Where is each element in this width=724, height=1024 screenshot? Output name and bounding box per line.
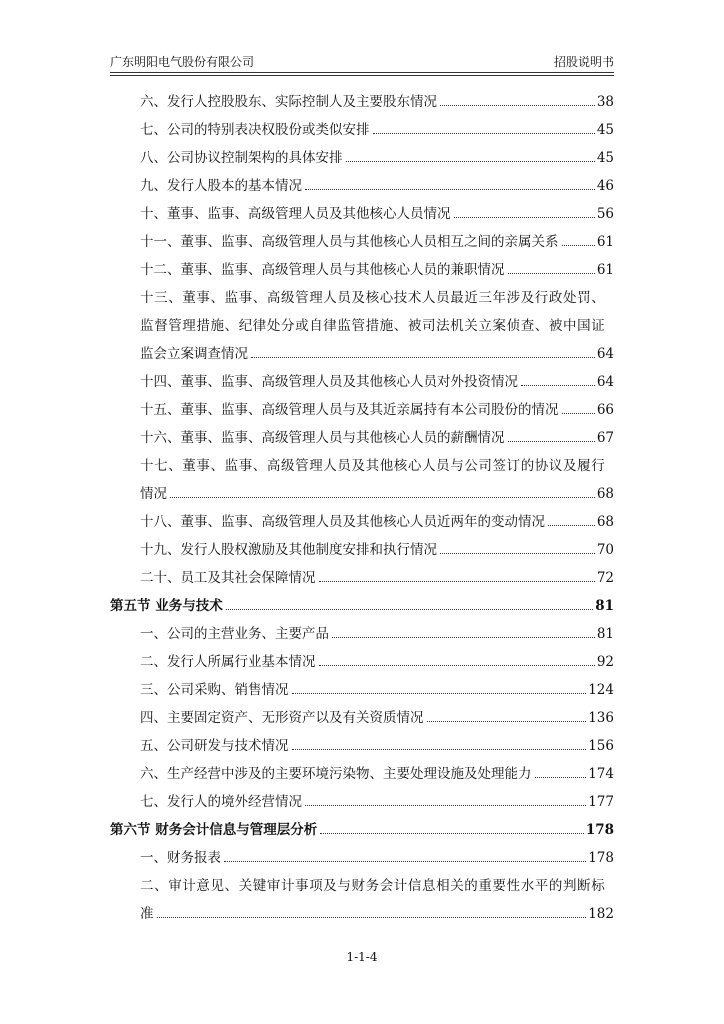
toc-entry[interactable]: [110, 614, 614, 642]
toc-leader-dots: [548, 525, 595, 526]
toc-leader-dots: [508, 273, 595, 274]
toc-entry[interactable]: [110, 306, 614, 334]
toc-section-entry[interactable]: [110, 810, 614, 838]
toc-entry-page: 45: [596, 122, 614, 138]
toc-entry-page: 81: [595, 598, 614, 614]
toc-entry-page: 46: [596, 178, 614, 194]
header-document-title: 招股说明书: [553, 55, 614, 69]
toc-entry-title: 十九、发行人股权激励及其他制度安排和执行情况: [140, 542, 437, 558]
toc-entry-title: 一、公司的主营业务、主要产品: [140, 626, 329, 642]
toc-entry-title: 二、审计意见、关键审计事项及与财务会计信息相关的重要性水平的判断标: [140, 878, 606, 894]
toc-entry-title: 六、发行人控股股东、实际控制人及主要股东情况: [140, 94, 437, 110]
table-of-contents: [110, 82, 614, 922]
toc-entry-title: 十三、董事、监事、高级管理人员及核心技术人员最近三年涉及行政处罚、: [140, 290, 606, 306]
toc-entry-title: 七、发行人的境外经营情况: [140, 794, 302, 810]
toc-leader-dots: [535, 777, 587, 778]
toc-entry[interactable]: [110, 250, 614, 278]
toc-entry[interactable]: [110, 726, 614, 754]
toc-leader-dots: [224, 861, 586, 862]
toc-entry-page: 61: [596, 262, 614, 278]
toc-entry-title: 九、发行人股本的基本情况: [140, 178, 302, 194]
toc-entry[interactable]: [110, 362, 614, 390]
toc-leader-dots: [157, 917, 587, 918]
toc-entry-page: 178: [585, 822, 614, 838]
toc-entry[interactable]: [110, 446, 614, 474]
toc-entry-page: 61: [596, 234, 614, 250]
toc-entry[interactable]: [110, 698, 614, 726]
toc-entry-title: 四、主要固定资产、无形资产以及有关资质情况: [140, 710, 424, 726]
toc-entry-page: 64: [596, 374, 614, 390]
toc-entry-title: 十五、董事、监事、高级管理人员与及其近亲属持有本公司股份的情况: [140, 402, 559, 418]
toc-entry-title: 十四、董事、监事、高级管理人员及其他核心人员对外投资情况: [140, 374, 518, 390]
toc-entry-title: 二、发行人所属行业基本情况: [140, 654, 316, 670]
toc-entry-page: 66: [596, 402, 614, 418]
toc-entry[interactable]: [110, 558, 614, 586]
toc-entry-page: 72: [596, 570, 614, 586]
toc-entry[interactable]: [110, 222, 614, 250]
toc-entry[interactable]: [110, 474, 614, 502]
toc-leader-dots: [346, 161, 595, 162]
toc-entry-page: 177: [588, 794, 614, 810]
toc-entry-page: 124: [588, 682, 614, 698]
toc-entry[interactable]: [110, 530, 614, 558]
toc-entry-title: 十二、董事、监事、高级管理人员与其他核心人员的兼职情况: [140, 262, 505, 278]
toc-entry-page: 156: [588, 738, 614, 754]
toc-entry[interactable]: [110, 390, 614, 418]
toc-entry-page: 64: [596, 346, 614, 362]
toc-entry-title: 十六、董事、监事、高级管理人员与其他核心人员的薪酬情况: [140, 430, 505, 446]
toc-leader-dots: [319, 581, 595, 582]
toc-entry[interactable]: [110, 278, 614, 306]
toc-entry-page: 38: [596, 94, 614, 110]
toc-entry-page: 67: [596, 430, 614, 446]
toc-entry[interactable]: [110, 502, 614, 530]
toc-leader-dots: [562, 245, 595, 246]
toc-entry-title: 十八、董事、监事、高级管理人员及其他核心人员近两年的变动情况: [140, 514, 545, 530]
toc-leader-dots: [305, 189, 595, 190]
toc-entry-title: 三、公司采购、销售情况: [140, 682, 289, 698]
toc-entry-title: 准: [140, 906, 154, 922]
toc-entry-page: 136: [588, 710, 614, 726]
toc-entry[interactable]: [110, 334, 614, 362]
toc-leader-dots: [440, 105, 595, 106]
toc-entry[interactable]: [110, 838, 614, 866]
toc-leader-dots: [226, 609, 594, 610]
toc-entry-title: 六、生产经营中涉及的主要环境污染物、主要处理设施及处理能力: [140, 766, 532, 782]
page-header: [110, 50, 614, 73]
toc-entry[interactable]: [110, 418, 614, 446]
toc-leader-dots: [521, 385, 595, 386]
toc-entry-page: 68: [596, 486, 614, 502]
toc-entry-page: 56: [596, 206, 614, 222]
page-footer: [0, 950, 724, 964]
toc-leader-dots: [332, 637, 595, 638]
toc-leader-dots: [508, 441, 595, 442]
toc-entry[interactable]: [110, 194, 614, 222]
toc-entry-title: 第五节 业务与技术: [110, 598, 223, 614]
toc-leader-dots: [440, 553, 595, 554]
toc-entry-title: 五、公司研发与技术情况: [140, 738, 289, 754]
toc-leader-dots: [454, 217, 595, 218]
toc-leader-dots: [319, 665, 595, 666]
page-number: 1-1-4: [346, 950, 378, 964]
toc-leader-dots: [305, 805, 586, 806]
toc-entry-title: 七、公司的特别表决权股份或类似安排: [140, 122, 370, 138]
toc-entry[interactable]: [110, 670, 614, 698]
toc-entry-page: 45: [596, 150, 614, 166]
toc-entry[interactable]: [110, 782, 614, 810]
toc-entry-title: 第六节 财务会计信息与管理层分析: [110, 822, 318, 838]
toc-entry-page: 68: [596, 514, 614, 530]
toc-entry[interactable]: [110, 138, 614, 166]
toc-entry-title: 二十、员工及其社会保障情况: [140, 570, 316, 586]
toc-entry-page: 92: [596, 654, 614, 670]
toc-entry-title: 十七、董事、监事、高级管理人员及其他核心人员与公司签订的协议及履行: [140, 458, 606, 474]
toc-entry-title: 监督管理措施、纪律处分或自律监管措施、被司法机关立案侦查、被中国证: [140, 318, 606, 334]
toc-entry-title: 八、公司协议控制架构的具体安排: [140, 150, 343, 166]
header-company-name: 广东明阳电气股份有限公司: [110, 55, 255, 69]
toc-leader-dots: [292, 693, 587, 694]
toc-entry[interactable]: [110, 110, 614, 138]
toc-section-entry[interactable]: [110, 586, 614, 614]
toc-leader-dots: [562, 413, 595, 414]
toc-leader-dots: [427, 721, 587, 722]
toc-entry-page: 178: [588, 850, 614, 866]
toc-entry-title: 情况: [140, 486, 167, 502]
toc-entry[interactable]: [110, 866, 614, 894]
toc-entry[interactable]: [110, 894, 614, 922]
toc-leader-dots: [292, 749, 587, 750]
toc-leader-dots: [251, 357, 595, 358]
toc-entry-page: 81: [596, 626, 614, 642]
toc-leader-dots: [373, 133, 595, 134]
toc-entry[interactable]: [110, 166, 614, 194]
toc-entry-page: 174: [588, 766, 614, 782]
toc-entry[interactable]: [110, 82, 614, 110]
toc-entry-title: 十一、董事、监事、高级管理人员与其他核心人员相互之间的亲属关系: [140, 234, 559, 250]
toc-entry-title: 监会立案调查情况: [140, 346, 248, 362]
toc-entry[interactable]: [110, 754, 614, 782]
toc-entry-title: 一、财务报表: [140, 850, 221, 866]
toc-entry-page: 182: [588, 906, 614, 922]
toc-entry-title: 十、董事、监事、高级管理人员及其他核心人员情况: [140, 206, 451, 222]
toc-leader-dots: [170, 497, 595, 498]
toc-entry-page: 70: [596, 542, 614, 558]
toc-leader-dots: [320, 833, 584, 834]
toc-entry[interactable]: [110, 642, 614, 670]
